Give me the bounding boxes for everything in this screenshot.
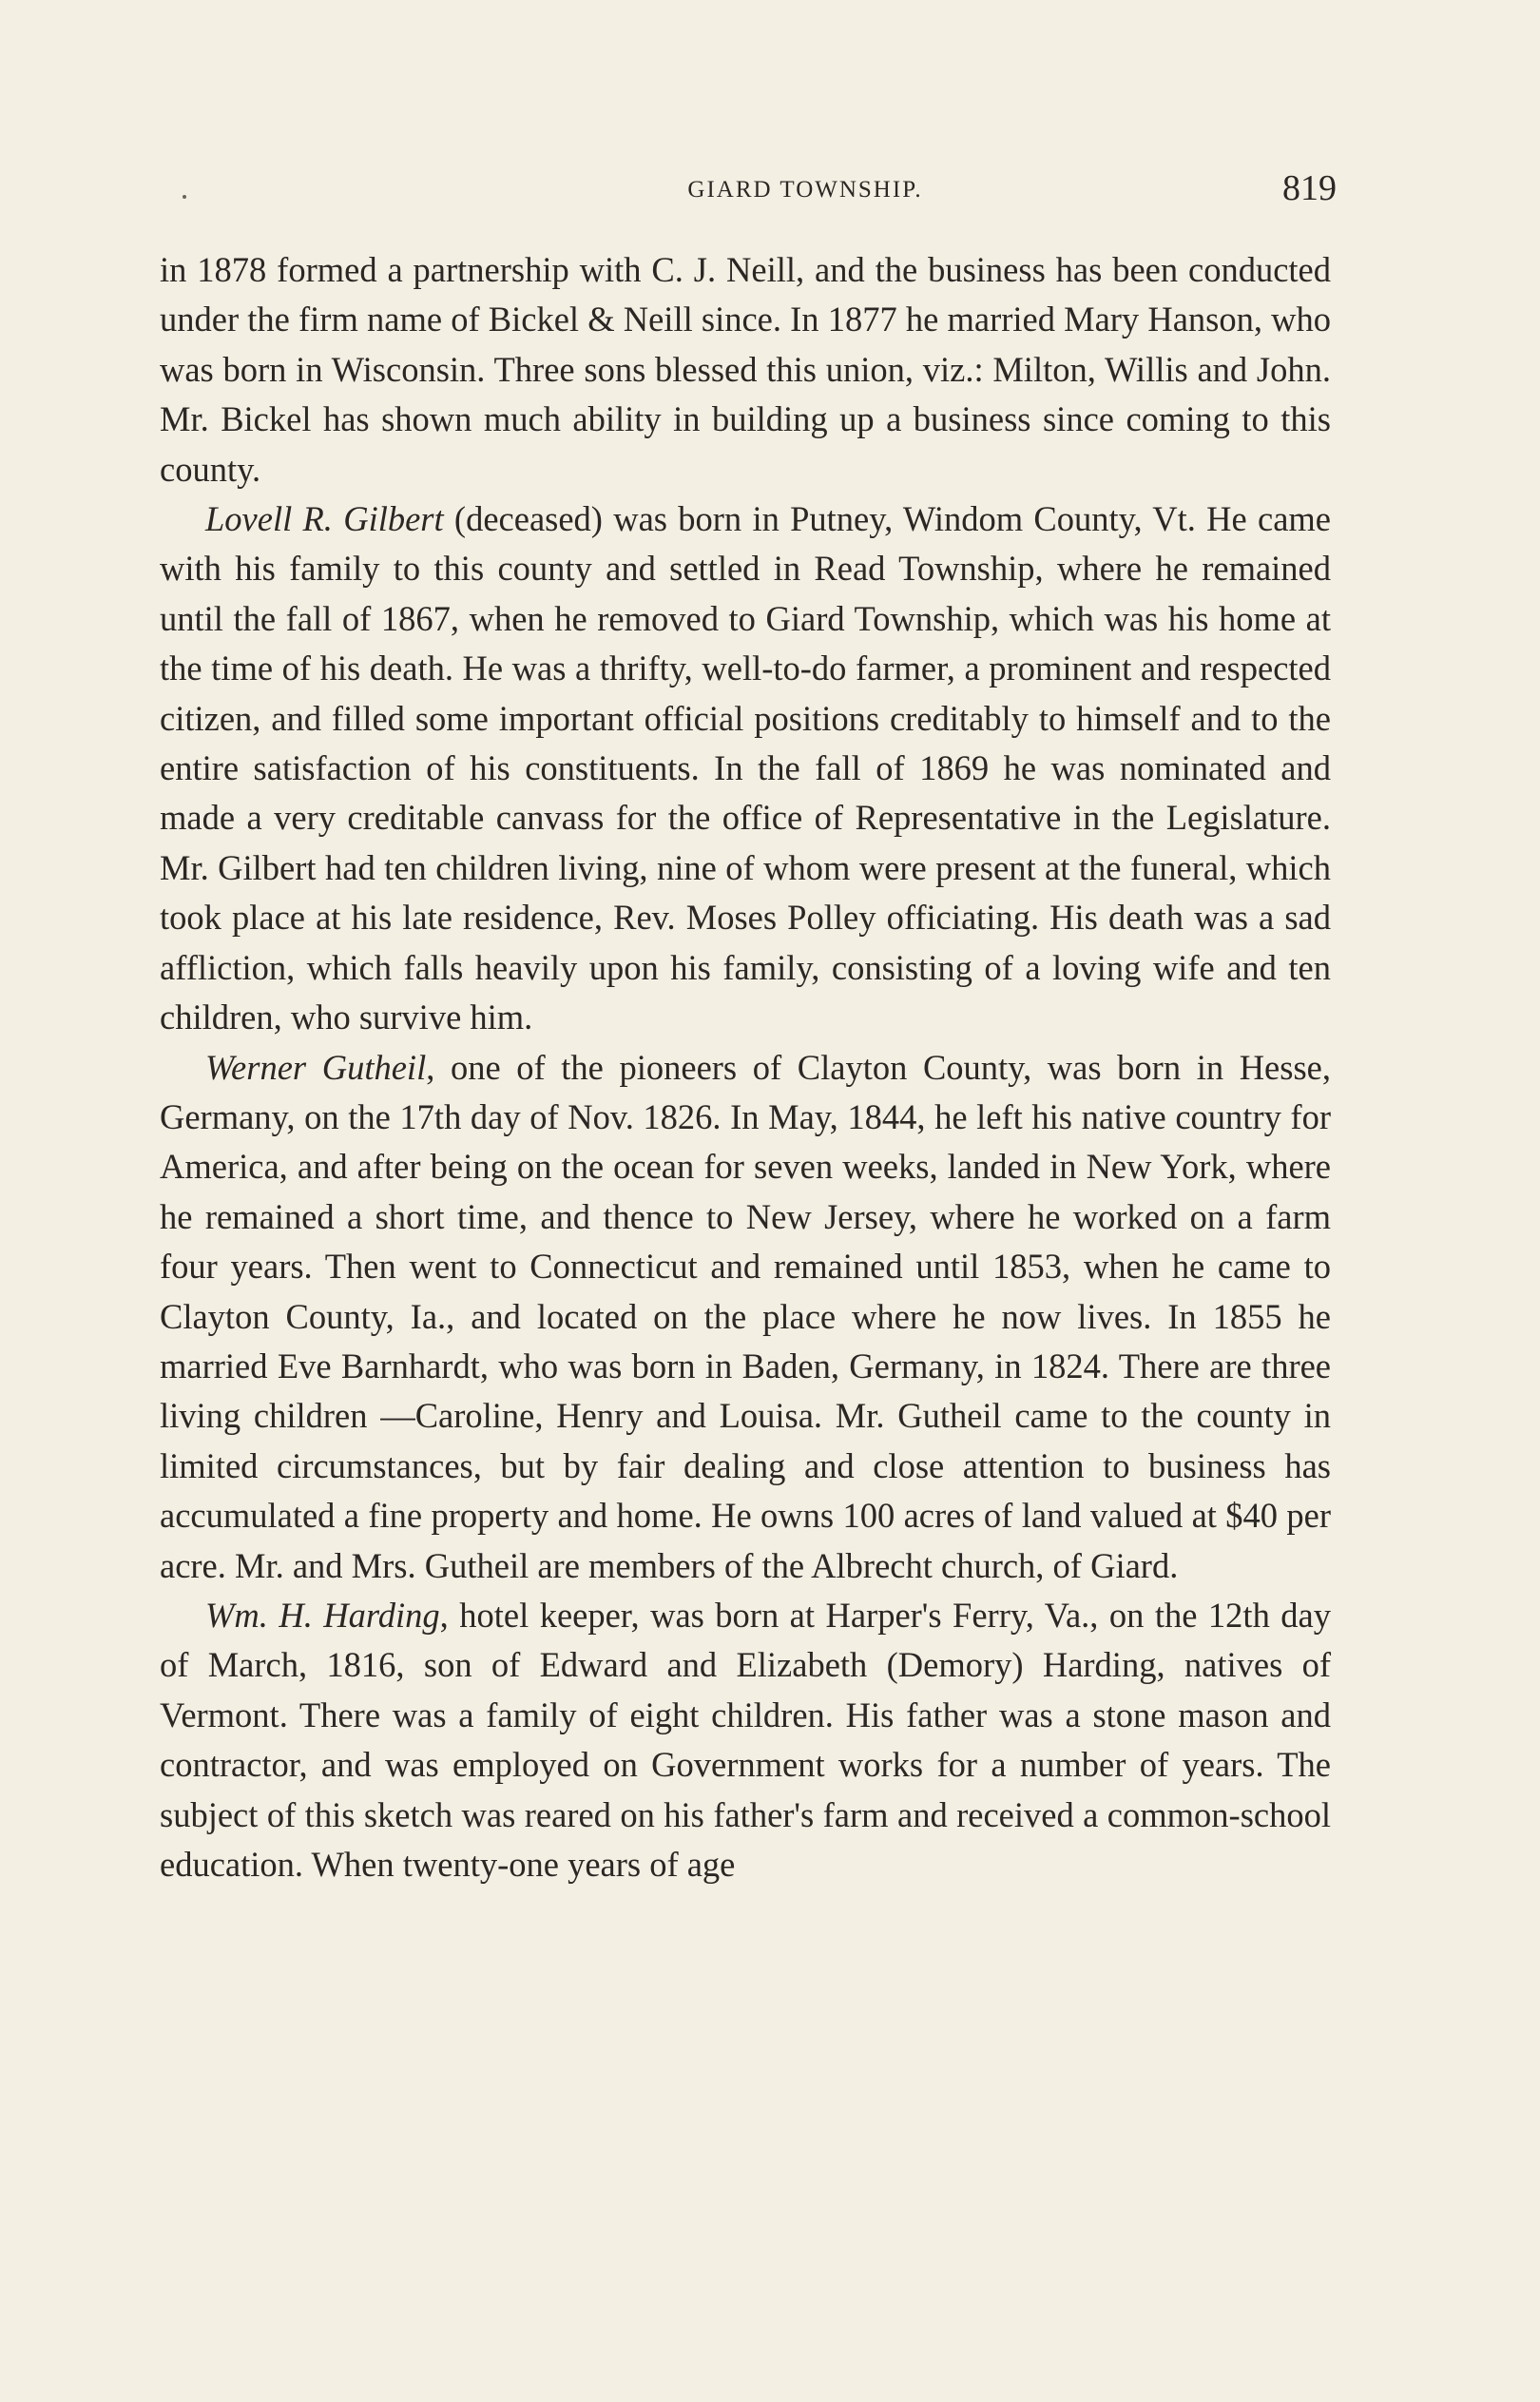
paragraph-gilbert [160, 494, 1331, 1042]
paragraph-text: , hotel keeper, was born at Harper's Ferry, Va., on the 12th day of March, 1816, son of Edward and Elizabeth (Demory) Harding, natives of Vermont. There was a family of eight children. His father was a stone mason and contractor, and was employed on Government works for a number of years. The subject of this sketch was reared on his father's farm and received a common-school education. When twenty-one years of age [160, 1595, 1331, 1884]
biography-name: Werner Gutheil [205, 1047, 427, 1087]
biography-name: Wm. H. Harding [205, 1595, 440, 1635]
page-number: 819 [1282, 168, 1337, 208]
running-title: GIARD TOWNSHIP. [687, 177, 923, 203]
paragraph-gutheil [160, 1043, 1331, 1591]
paragraph-text: , one of the pioneers of Clayton County, was born in Hesse, Germany, on the 17th day of Nov. 1826. In May, 1844, he left his native country for America, and after being on the ocean for seven weeks, landed in New York, where he remained a short time, and thence to New Jersey, where he worked on a farm four years. Then went to Connecticut and remained until 1853, when he came to Clayton County, Ia., and located on the place where he now lives. In 1855 he married Eve Barnhardt, who was born in Baden, Germany, in 1824. There are three living children —Caroline, Henry and Louisa. Mr. Gutheil came to the county in limited circumstances, but by fair dealing and close attention to business has accumulated a fine property and home. He owns 100 acres of land valued at $40 per acre. Mr. and Mrs. Gutheil are members of the Albrecht church, of Giard. [160, 1047, 1331, 1585]
paragraph-text: in 1878 formed a partnership with C. J. Neill, and the business has been conducted under the firm name of Bickel & Neill since. In 1877 he married Mary Hanson, who was born in Wisconsin. Three sons blessed this union, viz.: Milton, Willis and John. Mr. Bickel has shown much ability in building up a business since coming to this county. [160, 250, 1331, 489]
body-text [160, 245, 1331, 1889]
biography-name: Lovell R. Gilbert [205, 499, 444, 539]
paragraph-harding [160, 1591, 1331, 1889]
paragraph-text: (deceased) was born in Putney, Windom County, Vt. He came with his family to this county and settled in Read Township, where he remained until the fall of 1867, when he removed to Giard Township, which was his home at the time of his death. He was a thrifty, well-to-do farmer, a prominent and respected citizen, and filled some important official positions creditably to himself and to the entire satisfaction of his constituents. In the fall of 1869 he was nominated and made a very creditable canvass for the office of Representative in the Legislature. Mr. Gilbert had ten children living, nine of whom were present at the funeral, which took place at his late residence, Rev. Moses Polley officiating. His death was a sad affliction, which falls heavily upon his family, consisting of a loving wife and ten children, who survive him. [160, 499, 1332, 1037]
paragraph-bickel-continued [160, 245, 1331, 494]
page-header [160, 167, 1337, 224]
